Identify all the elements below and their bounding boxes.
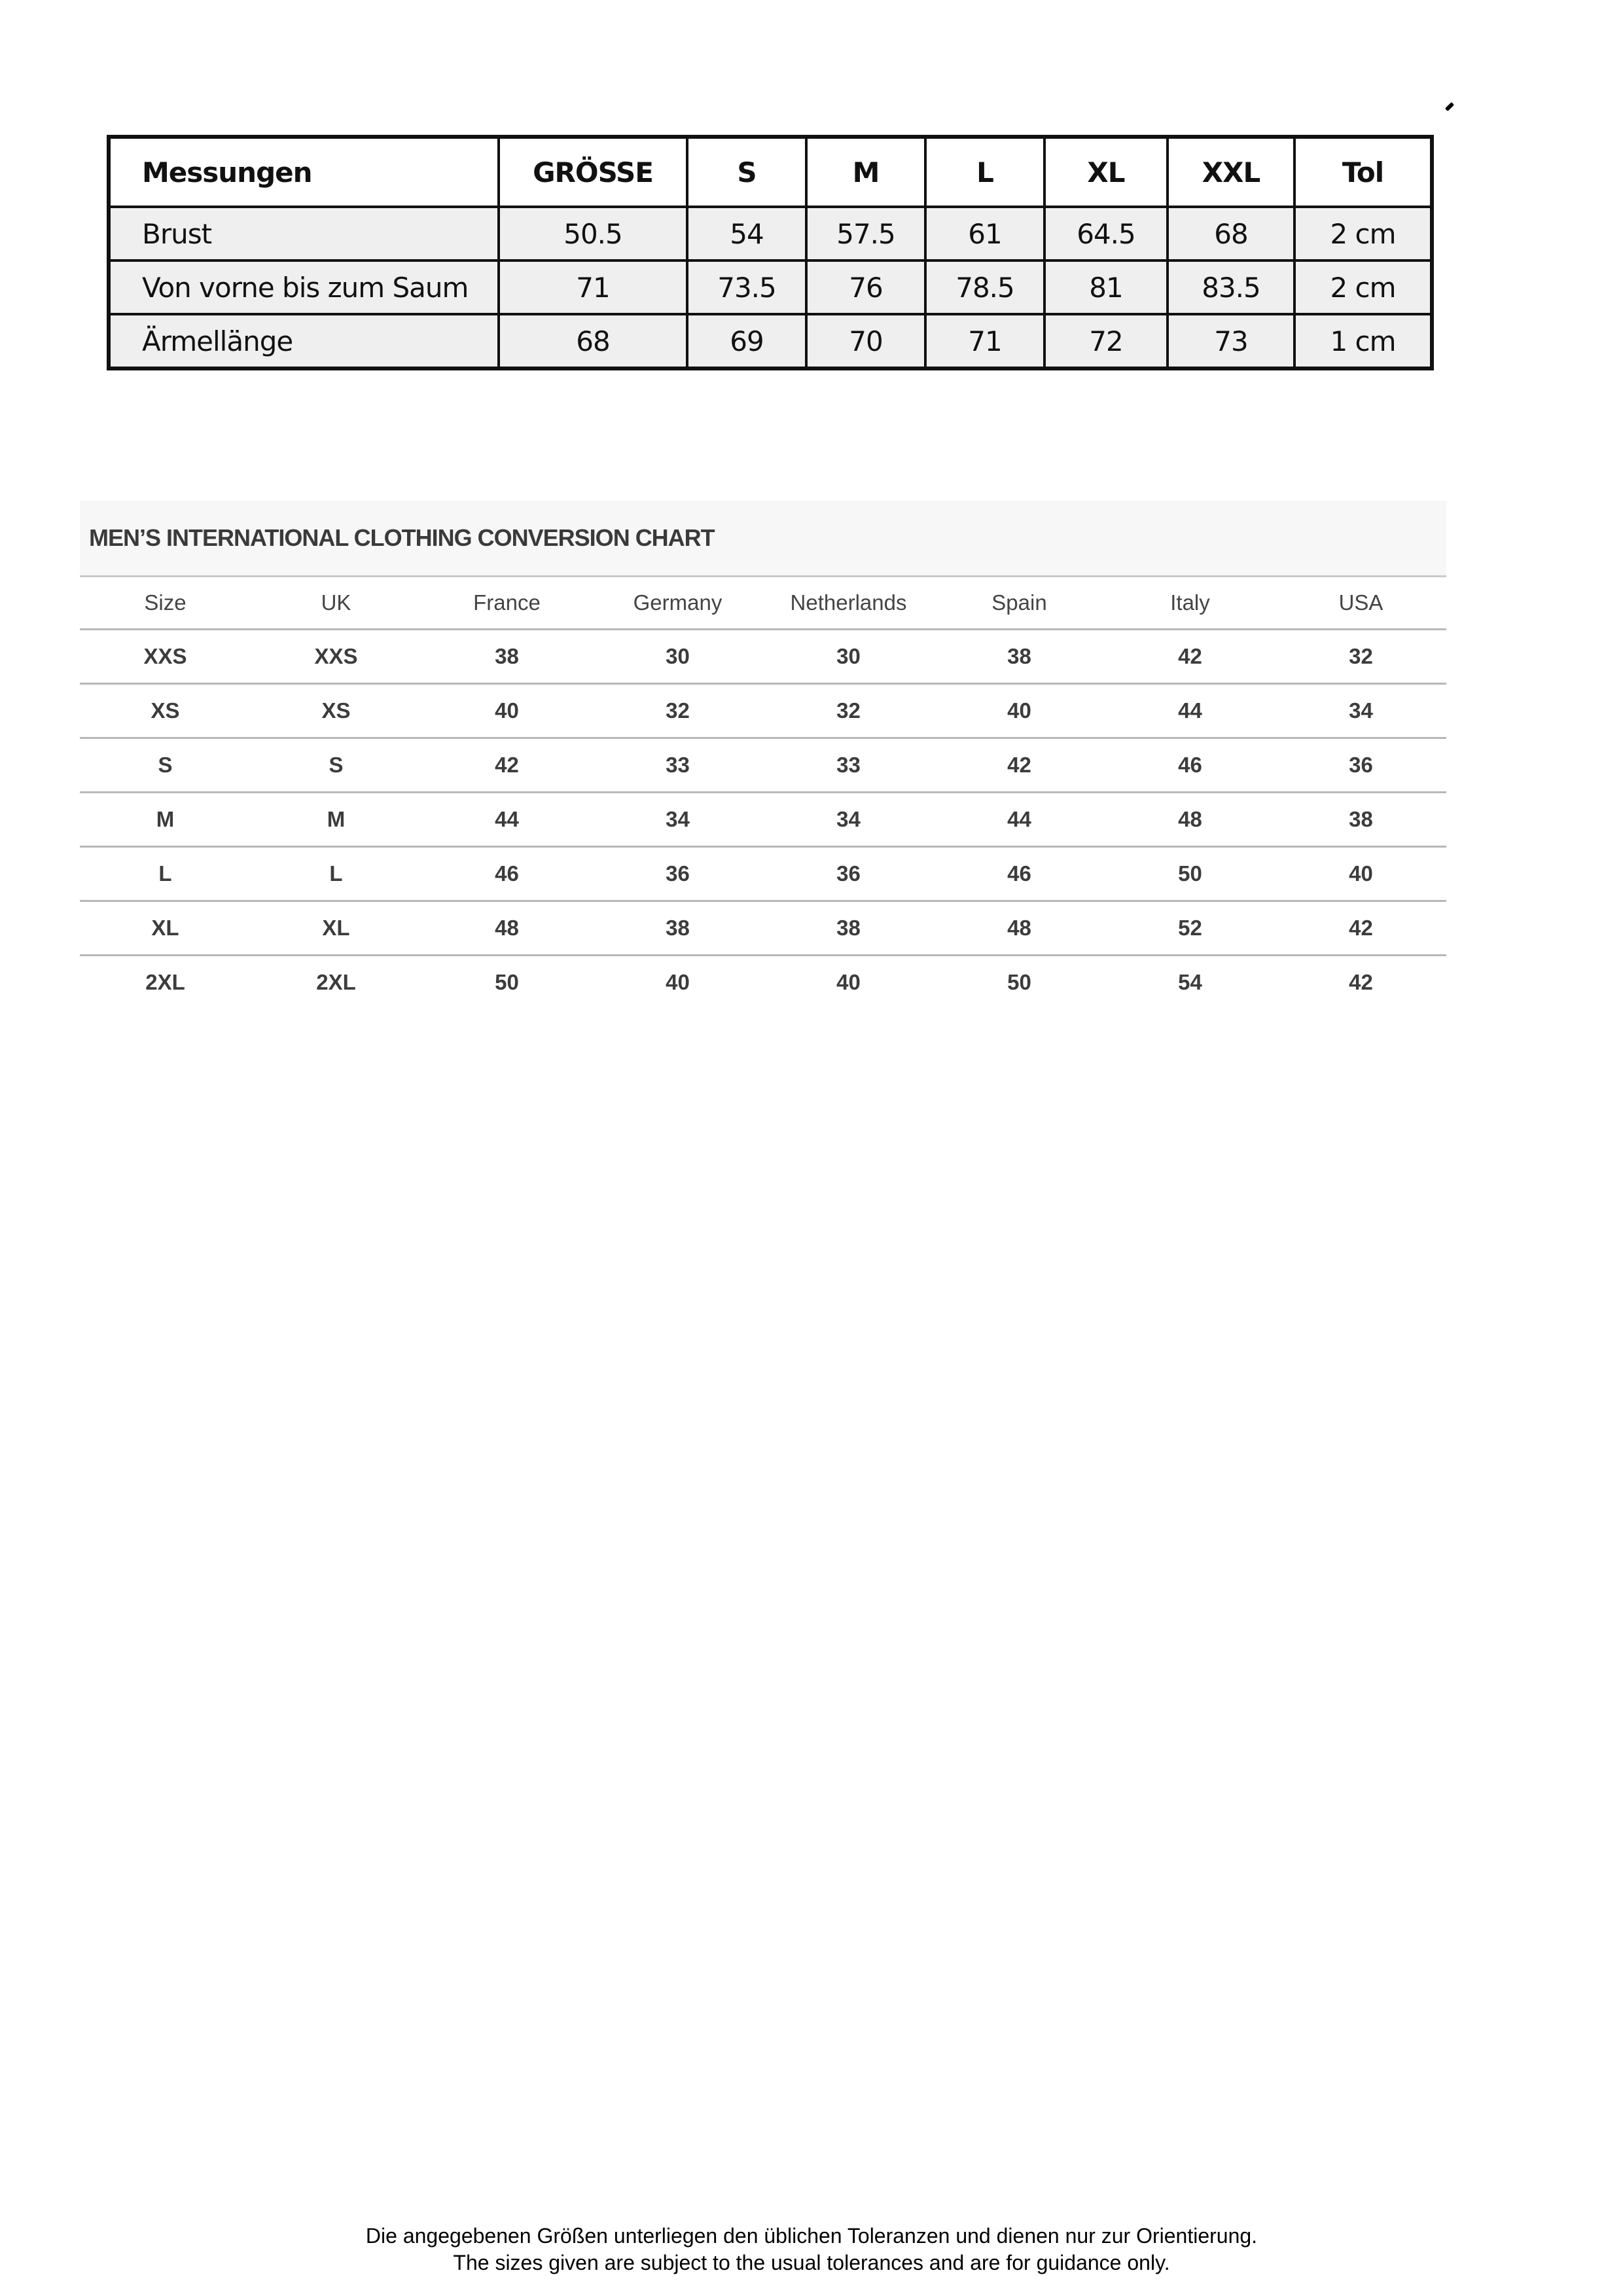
corner-tick-mark (1445, 102, 1454, 111)
table-cell: 38 (421, 630, 592, 684)
table-cell: 38 (592, 901, 763, 956)
table-cell: 50 (495, 970, 519, 994)
header-cell: XXL (1168, 137, 1294, 207)
table-cell: 2XL (316, 970, 356, 994)
table-cell: 34 (1275, 684, 1446, 738)
column-header: Italy (1105, 577, 1275, 630)
table-cell: XXS (80, 630, 251, 684)
table-cell: 48 (934, 901, 1105, 956)
table-cell: 68 (499, 314, 687, 368)
conversion-header-row (80, 577, 1446, 630)
measurement-label: Ärmellänge (109, 314, 499, 368)
table-cell: 64.5 (1044, 207, 1168, 260)
table-cell: 38 (763, 901, 934, 956)
table-row (80, 847, 1446, 901)
table-cell: 30 (763, 630, 934, 684)
table-cell: 36 (763, 847, 934, 901)
table-row (80, 738, 1446, 793)
table-cell: 32 (763, 684, 934, 738)
table-cell: 44 (1105, 684, 1275, 738)
table-cell: 32 (1275, 630, 1446, 684)
table-cell: 57.5 (806, 207, 925, 260)
table-cell: 36 (1275, 738, 1446, 793)
table-cell: XL (80, 901, 251, 956)
measurement-row (109, 207, 1432, 260)
conversion-table (80, 577, 1446, 1009)
table-cell: 71 (499, 260, 687, 314)
table-cell: 2 cm (1294, 260, 1432, 314)
table-cell: 2 cm (1294, 207, 1432, 260)
table-cell: L (251, 847, 421, 901)
footer-line-english: The sizes given are subject to the usual tolerances and are for guidance only. (453, 2251, 1170, 2274)
table-cell: 40 (836, 970, 861, 994)
measurement-header-row (109, 137, 1432, 207)
table-cell: 46 (1105, 738, 1275, 793)
measurement-row (109, 260, 1432, 314)
header-cell: S (687, 137, 806, 207)
header-cell: Tol (1294, 137, 1432, 207)
table-cell: 38 (1275, 793, 1446, 847)
table-cell: 69 (687, 314, 806, 368)
table-cell: M (251, 793, 421, 847)
table-cell: 34 (763, 793, 934, 847)
column-header: Size (80, 577, 251, 630)
table-cell: 40 (421, 684, 592, 738)
table-cell: 46 (934, 847, 1105, 901)
column-header: Germany (592, 577, 763, 630)
table-cell: 40 (666, 970, 690, 994)
table-row (80, 630, 1446, 684)
conversion-title-bar (80, 501, 1446, 577)
table-cell: 44 (934, 793, 1105, 847)
table-cell: 71 (925, 314, 1044, 368)
conversion-title: MEN’S INTERNATIONAL CLOTHING CONVERSION CHART (89, 524, 715, 551)
table-row (80, 901, 1446, 956)
table-cell: 38 (934, 630, 1105, 684)
table-cell: 33 (763, 738, 934, 793)
table-cell: 50 (1007, 970, 1031, 994)
table-cell: 81 (1044, 260, 1168, 314)
column-header: USA (1275, 577, 1446, 630)
table-cell: 50.5 (499, 207, 687, 260)
table-cell: L (80, 847, 251, 901)
measurement-row (109, 314, 1432, 368)
table-cell: XS (80, 684, 251, 738)
column-header: France (421, 577, 592, 630)
table-cell: XL (251, 901, 421, 956)
conversion-chart (80, 501, 1446, 1009)
column-header: Spain (934, 577, 1105, 630)
table-row (80, 684, 1446, 738)
table-cell: 46 (421, 847, 592, 901)
column-header: Netherlands (763, 577, 934, 630)
table-cell: 73.5 (687, 260, 806, 314)
table-cell: 76 (806, 260, 925, 314)
footer-note (0, 2223, 1623, 2276)
table-cell: 40 (1275, 847, 1446, 901)
table-cell: 2XL (145, 970, 185, 994)
table-cell: 32 (592, 684, 763, 738)
table-cell: 42 (1105, 630, 1275, 684)
table-cell: 48 (1105, 793, 1275, 847)
footer-line-german: Die angegebenen Größen unterliegen den üblichen Toleranzen und dienen nur zur Orientierung. (365, 2224, 1258, 2248)
table-cell: S (80, 738, 251, 793)
table-cell: 52 (1105, 901, 1275, 956)
table-cell: 44 (421, 793, 592, 847)
table-cell: 36 (592, 847, 763, 901)
table-cell: M (80, 793, 251, 847)
table-cell: 73 (1168, 314, 1294, 368)
header-cell: M (806, 137, 925, 207)
measurement-table (107, 135, 1434, 370)
table-cell: 30 (592, 630, 763, 684)
table-cell: 70 (806, 314, 925, 368)
table-cell: 78.5 (925, 260, 1044, 314)
measurement-label: Von vorne bis zum Saum (109, 260, 499, 314)
header-cell: L (925, 137, 1044, 207)
table-row (80, 793, 1446, 847)
table-cell: 68 (1168, 207, 1294, 260)
column-header: UK (251, 577, 421, 630)
table-cell: 42 (1275, 901, 1446, 956)
table-cell: 33 (592, 738, 763, 793)
table-cell: 42 (421, 738, 592, 793)
header-cell: XL (1044, 137, 1168, 207)
table-cell: 61 (925, 207, 1044, 260)
table-cell: 42 (1349, 970, 1373, 994)
table-cell: 83.5 (1168, 260, 1294, 314)
table-cell: 54 (1178, 970, 1202, 994)
measurement-label: Brust (109, 207, 499, 260)
table-cell: 72 (1044, 314, 1168, 368)
table-cell: 42 (934, 738, 1105, 793)
table-cell: 50 (1105, 847, 1275, 901)
table-cell: 1 cm (1294, 314, 1432, 368)
table-cell: 40 (934, 684, 1105, 738)
table-cell: 54 (687, 207, 806, 260)
table-cell: XXS (251, 630, 421, 684)
table-cell: 48 (421, 901, 592, 956)
table-row (80, 956, 1446, 1009)
table-cell: XS (251, 684, 421, 738)
table-cell: S (251, 738, 421, 793)
header-cell: Messungen (109, 137, 499, 207)
table-cell: 34 (592, 793, 763, 847)
header-cell: GRÖSSE (499, 137, 687, 207)
